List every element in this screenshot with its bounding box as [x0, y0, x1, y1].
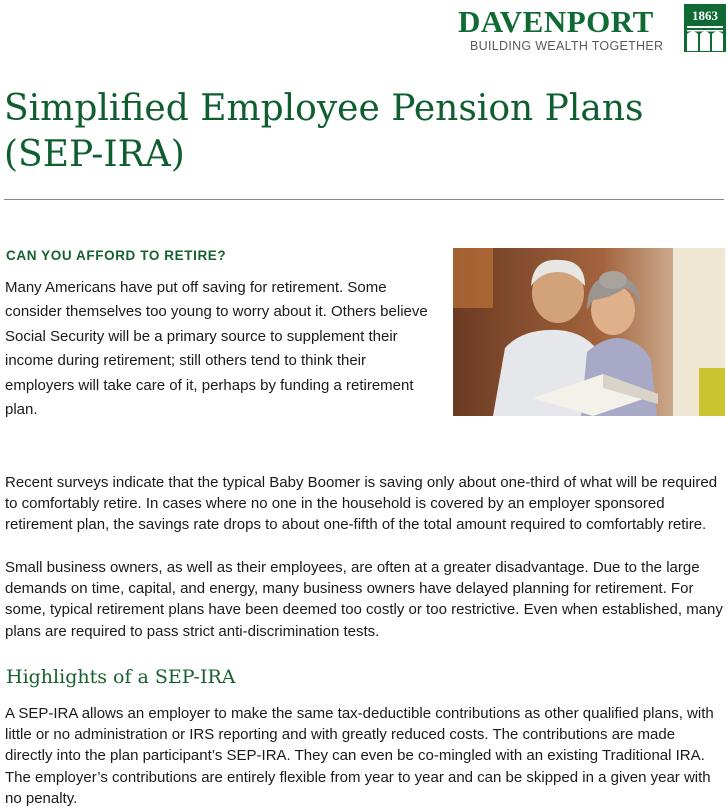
paragraph-sep-ira: A SEP-IRA allows an employer to make the same tax-deductible contributions as other qualified plans, with little or no administration or IRS reporting and with greatly reduced costs. The contributions are made directly into the plan participant’s SEP-IRA. They can even be co-mingled with an existing Traditional IRA. The employer’s contributions are entirely flexible from year to year and can be skipped in a given year with no penalty. — [5, 705, 714, 807]
title-line-2: (SEP-IRA) — [4, 134, 185, 175]
title-divider — [4, 199, 724, 200]
logo-name: DAVENPORT — [458, 4, 654, 39]
photo-illustration — [453, 248, 725, 416]
section-heading: CAN YOU AFFORD TO RETIRE? — [6, 248, 227, 263]
page-title — [4, 86, 724, 178]
paragraph-small-business: Small business owners, as well as their employees, are often at a greater disadvantage. Due to the large demands on time, capital, and energy, many business owners have delayed planning for retirement. For some, typical retirement plans have been deemed too costly or too restrictive. Even when established, many plans are required to pass strict anti-discrimination tests. — [5, 559, 723, 640]
bridge-icon — [684, 4, 726, 52]
logo-year: 1863 — [692, 8, 718, 23]
title-line-1: Simplified Employee Pension Plans — [4, 88, 644, 129]
davenport-logo — [458, 4, 728, 56]
highlights-heading: Highlights of a SEP-IRA — [6, 666, 236, 688]
couple-reading-photo — [453, 248, 725, 416]
logo-tagline: BUILDING WEALTH TOGETHER — [470, 39, 664, 53]
intro-paragraph: Many Americans have put off saving for retirement. Some consider themselves too young to worry about it. Others believe Social Security will be a primary source to supplement their income during retirement; still others tend to think their employers will take care of it, perhaps by funding a retirement plan. — [5, 279, 428, 419]
paragraph-baby-boomer: Recent surveys indicate that the typical Baby Boomer is saving only about one-third of what will be required to comfortably retire. In cases where no one in the household is covered by an employer sponsored retirement plan, the savings rate drops to about one-fifth of the total amount required to comfortably retire. — [5, 474, 718, 534]
